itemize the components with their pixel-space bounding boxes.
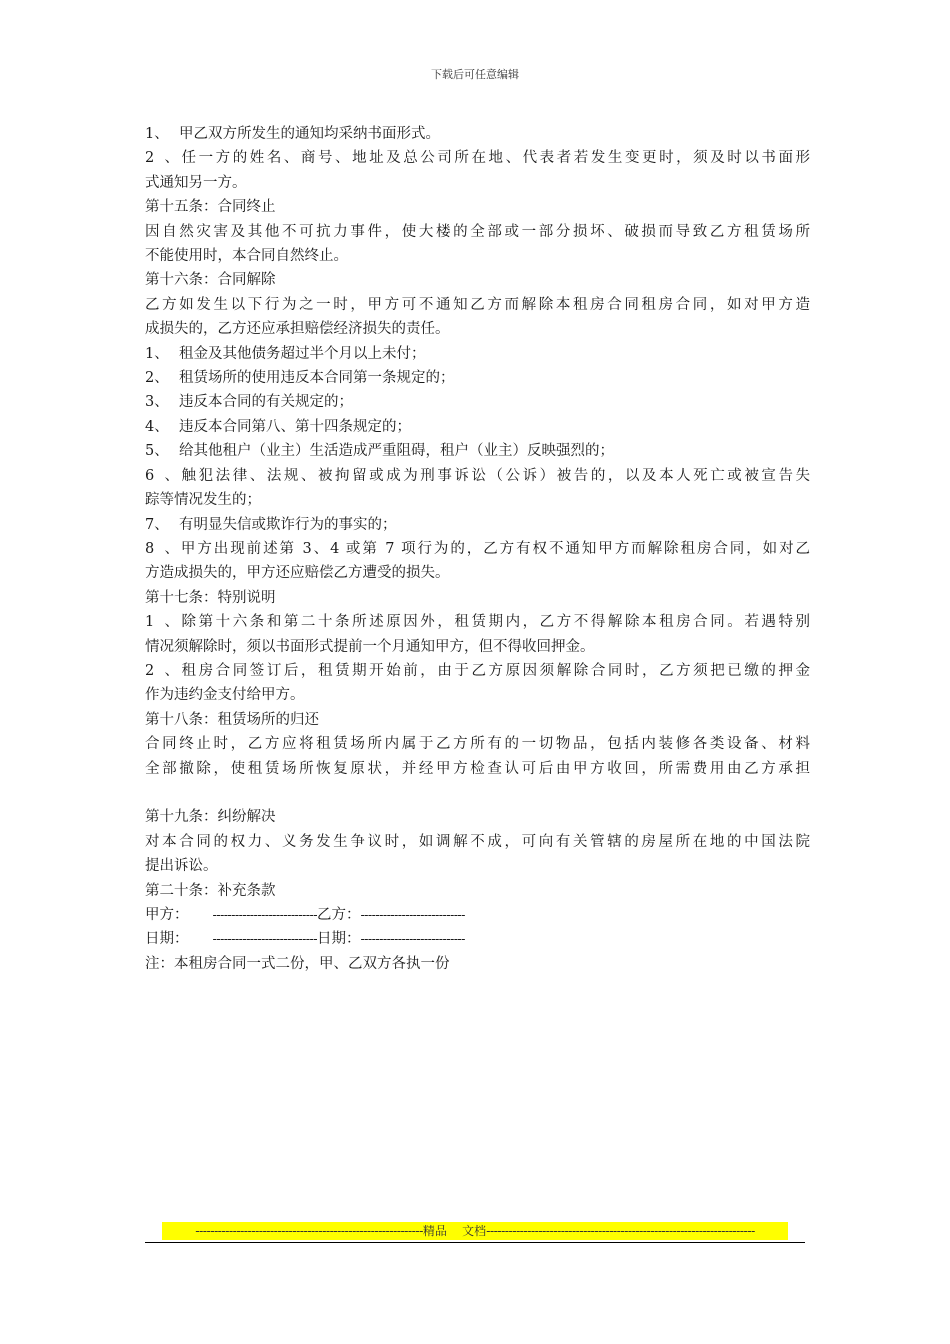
date-a-label: 日期： (145, 931, 189, 948)
clause-number: 1、 (145, 126, 169, 142)
clause-text: 有明显失信或欺诈行为的事实的； (179, 516, 397, 533)
clause-text: 乙方如发生以下行为之一时，甲方可不通知乙方而解除本租房合同租房合同，如对甲方造 (145, 296, 810, 313)
clause-text: 第十九条：纠纷解决 (145, 809, 276, 826)
clause-line (145, 366, 810, 390)
clause-text: 除第十六条和第二十条所述原因外，租赁期内，乙方不得解除本租房合同。若遇特别 (179, 614, 810, 631)
signature-date-line (145, 927, 810, 951)
date-b-blank: ---------------------------- (360, 932, 465, 947)
clause-text: 第十七条：特别说明 (145, 589, 276, 606)
clause-line (145, 439, 810, 463)
party-a-label: 甲方： (145, 906, 189, 923)
clause-text: 成损失的，乙方还应承担赔偿经济损失的责任。 (145, 321, 450, 338)
footer-right-dashes: ------------------------------------------------------------------------ (486, 1224, 755, 1238)
clause-line (145, 513, 810, 537)
clause-line (145, 244, 810, 268)
footer-rule (145, 1242, 805, 1243)
clause-number: 2、 (145, 150, 179, 167)
clause-text: 情况须解除时，须以书面形式提前一个月通知甲方，但不得收回押金。 (145, 638, 595, 655)
clause-text: 式通知另一方。 (145, 174, 247, 191)
clause-line (145, 683, 810, 707)
clause-text: 第二十条：补充条款 (145, 882, 276, 899)
clause-line (145, 805, 810, 829)
date-a-blank: ---------------------------- (212, 932, 317, 947)
clause-text: 甲方出现前述第 3、4 或第 7 项行为的，乙方有权不通知甲方而解除租房合同，如对乙 (179, 540, 810, 557)
clause-number: 1、 (145, 614, 179, 631)
clause-text: 违反本合同第八、第十四条规定的； (179, 418, 411, 435)
paragraph-gap (145, 781, 810, 805)
clause-line (145, 293, 810, 317)
footer-left-dashes: ------------------------------------------------------------- (195, 1224, 423, 1238)
footer-label: 精品 文档 (422, 1224, 487, 1238)
clause-text: 对本合同的权力、义务发生争议时，如调解不成，可向有关管辖的房屋所在地的中国法院 (145, 833, 810, 850)
party-b-blank: ---------------------------- (360, 907, 465, 922)
clause-number: 3、 (145, 394, 169, 411)
clause-text: 任一方的姓名、商号、地址及总公司所在地、代表者若发生变更时，须及时以书面形 (179, 150, 810, 167)
clause-text: 租赁场所的使用违反本合同第一条规定的； (179, 370, 455, 387)
clause-line (145, 610, 810, 634)
clause-number: 4、 (145, 418, 169, 435)
clause-text: 因自然灾害及其他不可抗力事件，使大楼的全部或一部分损坏、破损而导致乙方租赁场所 (145, 223, 810, 240)
clause-line (145, 586, 810, 610)
contract-note: 注：本租房合同一式二份，甲、乙双方各执一份 (145, 955, 450, 972)
clause-line (145, 561, 810, 585)
clause-number: 1、 (145, 345, 169, 362)
clause-line (145, 122, 810, 146)
page-header: 下载后可任意编辑 (431, 68, 519, 81)
clause-text: 全部撤除，使租赁场所恢复原状，并经甲方检查认可后由甲方收回，所需费用由乙方承担 (145, 760, 810, 777)
clause-text: 提出诉讼。 (145, 858, 218, 875)
clause-line (145, 488, 810, 512)
clause-line (145, 537, 810, 561)
clause-text: 触犯法律、法规、被拘留或成为刑事诉讼（公诉）被告的，以及本人死亡或被宣告失 (179, 467, 810, 484)
clause-line (145, 659, 810, 683)
clause-number: 5、 (145, 443, 169, 460)
clause-line (145, 390, 810, 414)
clause-line (145, 317, 810, 341)
clause-number: 8、 (145, 540, 179, 557)
clause-text: 租金及其他债务超过半个月以上未付； (179, 345, 426, 362)
clause-line (145, 220, 810, 244)
clause-line (145, 146, 810, 170)
clause-line (145, 171, 810, 195)
clause-number: 6、 (145, 467, 179, 484)
clause-number: 2、 (145, 370, 169, 387)
contract-clauses (145, 122, 810, 903)
clause-text: 合同终止时，乙方应将租赁场所内属于乙方所有的一切物品，包括内装修各类设备、材料 (145, 736, 810, 753)
clause-line (145, 708, 810, 732)
footer-banner (162, 1222, 788, 1240)
contract-body (145, 122, 810, 976)
clause-text: 租房合同签订后，租赁期开始前，由于乙方原因须解除合同时，乙方须把已缴的押金 (179, 662, 810, 679)
clause-text: 作为违约金支付给甲方。 (145, 687, 305, 704)
date-b-label: 日期： (316, 931, 361, 948)
clause-number: 2、 (145, 662, 179, 679)
clause-text: 违反本合同的有关规定的； (179, 394, 353, 411)
clause-line (145, 415, 810, 439)
clause-text: 第十八条：租赁场所的归还 (145, 711, 319, 728)
clause-number: 7、 (145, 516, 169, 533)
clause-line (145, 732, 810, 756)
clause-text: 方造成损失的，甲方还应赔偿乙方遭受的损失。 (145, 565, 450, 582)
clause-text: 第十六条：合同解除 (145, 272, 276, 289)
clause-line (145, 464, 810, 488)
clause-line (145, 854, 810, 878)
clause-text: 踪等情况发生的； (145, 492, 261, 509)
clause-text: 不能使用时，本合同自然终止。 (145, 248, 348, 265)
clause-text: 第十五条：合同终止 (145, 199, 276, 216)
party-b-label: 乙方： (316, 906, 361, 923)
party-a-blank: ---------------------------- (212, 907, 317, 922)
clause-line (145, 635, 810, 659)
clause-text: 甲乙双方所发生的通知均采纳书面形式。 (179, 126, 440, 142)
clause-text: 给其他租户（业主）生活造成严重阻碍，租户（业主）反映强烈的； (179, 443, 614, 460)
clause-line (145, 830, 810, 854)
clause-line (145, 195, 810, 219)
clause-line (145, 342, 810, 366)
clause-line (145, 268, 810, 292)
signature-party-line (145, 903, 810, 927)
clause-line (145, 879, 810, 903)
clause-line (145, 757, 810, 781)
